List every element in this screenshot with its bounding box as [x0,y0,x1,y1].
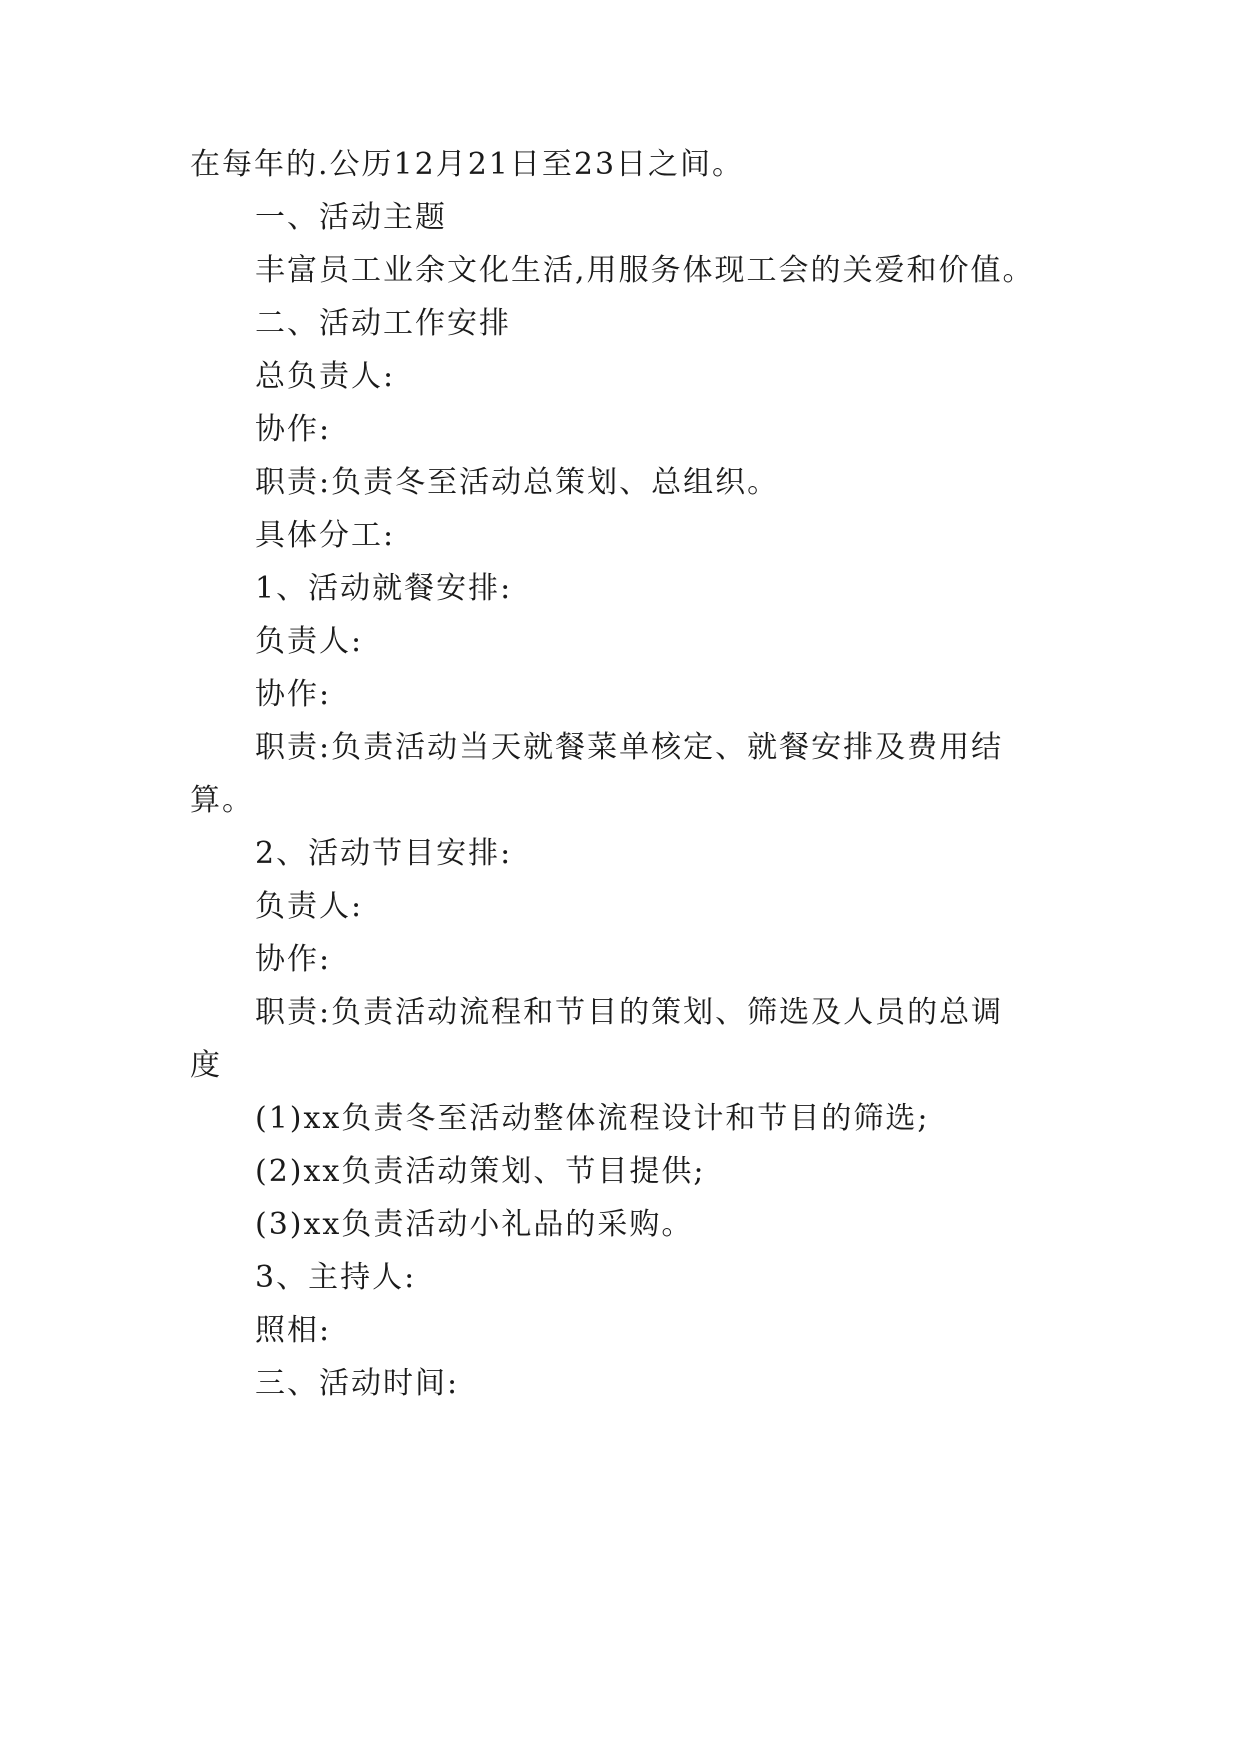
list-item-1: (1)xx负责冬至活动整体流程设计和节目的筛选; [255,1101,930,1136]
heading-activity-theme: 一、活动主题 [255,200,447,235]
heading-program-arrangement: 2、活动节目安排: [255,836,513,871]
label-dining-cooperation: 协作: [255,677,332,712]
heading-host: 3、主持人: [255,1260,417,1295]
label-program-cooperation: 协作: [255,942,332,977]
label-dining-person: 负责人: [255,624,364,659]
heading-dining-arrangement: 1、活动就餐安排: [255,571,513,606]
paragraph-theme-text: 丰富员工业余文化生活,用服务体现工会的关爱和价值。 [255,253,1035,288]
label-division-of-labor: 具体分工: [255,518,396,553]
paragraph-program-duty-cont: 度 [190,1048,222,1083]
label-cooperation: 协作: [255,412,332,447]
paragraph-dining-duty: 职责:负责活动当天就餐菜单核定、就餐安排及费用结 [255,730,1004,765]
paragraph-dining-duty-cont: 算。 [190,783,254,818]
heading-work-arrangement: 二、活动工作安排 [255,306,511,341]
label-chief-person: 总负责人: [255,359,396,394]
paragraph-program-duty: 职责:负责活动流程和节目的策划、筛选及人员的总调 [255,995,1004,1030]
label-program-person: 负责人: [255,889,364,924]
list-item-2: (2)xx负责活动策划、节目提供; [255,1154,706,1189]
paragraph-duty-overall: 职责:负责冬至活动总策划、总组织。 [255,465,780,500]
list-item-3: (3)xx负责活动小礼品的采购。 [255,1207,694,1242]
label-photography: 照相: [255,1313,332,1348]
paragraph-date-range: 在每年的.公历12月21日至23日之间。 [190,147,745,182]
heading-activity-time: 三、活动时间: [255,1366,460,1401]
